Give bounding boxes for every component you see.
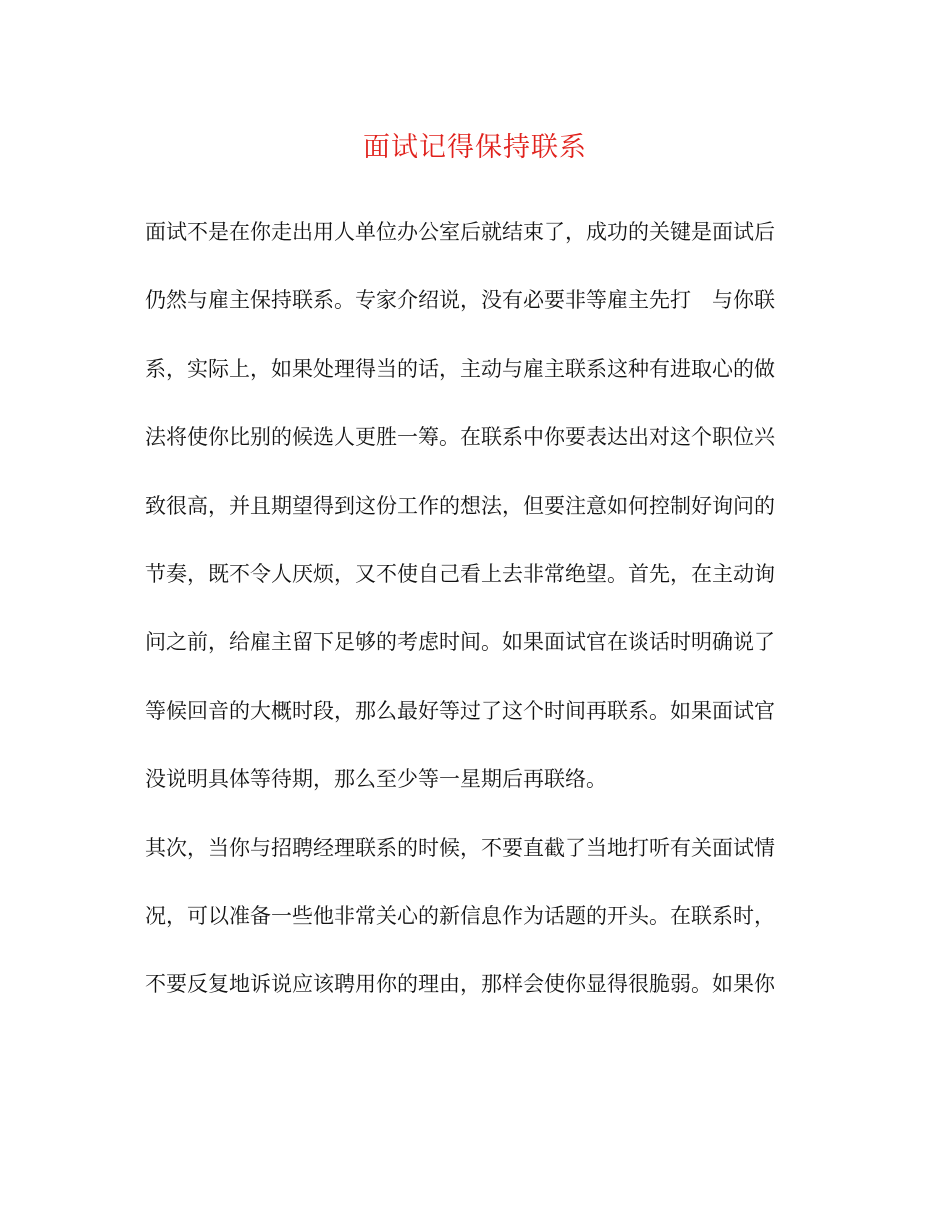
text-line: 况，可以准备一些他非常关心的新信息作为话题的开头。在联系时， [145,903,775,928]
text-line: 其次，当你与招聘经理联系的时候，不要直截了当地打听有关面试情 [145,835,775,860]
document-title: 面试记得保持联系 [363,132,587,163]
text-line: 问之前，给雇主留下足够的考虑时间。如果面试官在谈话时明确说了 [145,630,775,655]
text-line: 节奏，既不令人厌烦，又不使自己看上去非常绝望。首先，在主动询 [145,561,775,586]
text-line: 仍然与雇主保持联系。专家介绍说，没有必要非等雇主先打 与你联 [145,288,775,313]
document-body [145,212,825,1033]
text-line: 法将使你比别的候选人更胜一筹。在联系中你要表达出对这个职位兴 [145,425,775,450]
text-line: 不要反复地诉说应该聘用你的理由，那样会使你显得很脆弱。如果你 [145,972,775,997]
text-line: 系，实际上，如果处理得当的话，主动与雇主联系这种有进取心的做 [145,356,775,381]
text-line: 致很高，并且期望得到这份工作的想法，但要注意如何控制好询问的 [145,493,775,518]
text-line: 等候回音的大概时段，那么最好等过了这个时间再联系。如果面试官 [145,698,775,723]
text-line: 面试不是在你走出用人单位办公室后就结束了，成功的关键是面试后 [145,220,775,244]
text-line: 没说明具体等待期，那么至少等一星期后再联络。 [145,767,607,792]
